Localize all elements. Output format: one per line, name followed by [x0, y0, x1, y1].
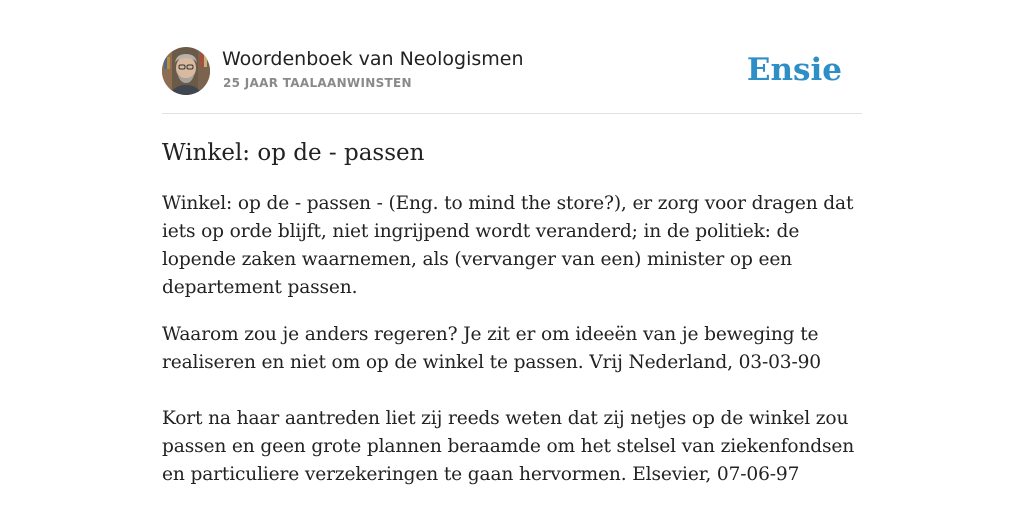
entry-content: [162, 136, 866, 489]
site-title[interactable]: Woordenboek van Neologismen: [222, 48, 524, 70]
definition-paragraph: Winkel: op de - passen - (Eng. to mind the store?), er zorg voor dragen dat iets op orde blijft, niet ingrijpend wordt veranderd; in de politiek: de lopende zaken waarnemen, als (vervanger van een) minister op een departement passen.: [162, 193, 854, 298]
entry-title: Winkel: op de - passen: [162, 140, 425, 166]
avatar[interactable]: [162, 47, 210, 95]
header: [162, 47, 862, 95]
example-quote-paragraph: Kort na haar aantreden liet zij reeds weten dat zij netjes op de winkel zou passen en geen grote plannen beraamde om het stelsel van ziekenfondsen en particuliere verzekeringen te gaan hervormen. Elsevier, 07-06-97: [162, 408, 855, 485]
divider: [162, 113, 862, 114]
example-quote-paragraph: Waarom zou je anders regeren? Je zit er om ideeën van je beweging te realiseren en niet om op de winkel te passen. Vrij Nederland, 03-03-90: [162, 324, 821, 373]
site-subtitle: 25 JAAR TAALAANWINSTEN: [223, 76, 412, 90]
brand-logo[interactable]: Ensie: [746, 52, 842, 88]
author-portrait-icon: [162, 47, 210, 95]
